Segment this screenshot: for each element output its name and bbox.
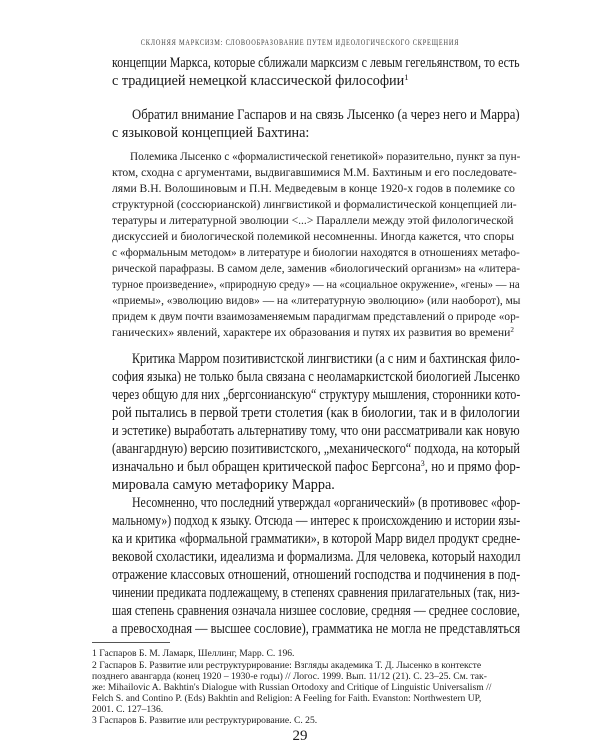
text-line: отражение классовых отношений, отношений господства и подчинения в под- xyxy=(112,567,521,583)
quote-line-content: ганических» явлений, характере их образования и путях их развития во времени xyxy=(112,326,511,339)
text-line xyxy=(112,73,409,90)
text-line: ка и критика «формальной грамматики», в которой Марр видел продукт средне- xyxy=(112,531,521,547)
text-line: и эстетике) выработать альтернативу тому, что они рассматривали как новую xyxy=(112,423,520,439)
text-line: а превосходная — высшее сословие), грамматика не могла не представляться xyxy=(112,621,521,637)
text-line: вековой схоластики, идеализма и формализма. Для человека, который находил xyxy=(112,549,521,565)
text-line: (авангардную) версию позитивистского, „механического“ подхода, на который xyxy=(112,441,520,457)
text-line-tail: , но и прямо фор- xyxy=(424,459,521,475)
quote-line: Полемика Лысенко с «формалистической генетикой» поразительно, пункт за пун- xyxy=(130,150,521,163)
text-line: через общую для них „бергсонианскую“ структуру мышления, сторонники кото- xyxy=(112,387,521,403)
text-line: с языковой концепцией Бахтина: xyxy=(112,125,310,141)
quote-line: с «формальным методом» в литературе и биологии находятся в отношениях метафо- xyxy=(112,246,520,259)
text-line: Критика Марром позитивистской лингвистики (а с ним и бахтинская фило- xyxy=(132,351,520,367)
text-line: Обратил внимание Гаспаров и на связь Лысенко (а через него и Марра) xyxy=(132,107,520,123)
text-line: шая степень сравнения означала низшее сословие, средняя — среднее сословие, xyxy=(112,603,520,619)
quote-line: придем к двум почти взаимозаменяемым парадигмам представлений о природе «ор- xyxy=(112,310,520,323)
quote-line: ктом, сходна с аргументами, выдвигавшимися М.М. Бахтиным и его последовате- xyxy=(112,166,517,179)
quote-line: лями В.Н. Волошиновым и П.Н. Медведевым в конце 1920-х годов в полемике со xyxy=(112,182,515,195)
footnote-line: 3 Гаспаров Б. Развитие или реструктурирование. С. 25. xyxy=(92,715,318,726)
footnote-ref: 1 xyxy=(404,72,409,83)
footnote-line: позднего авангарда (конец 1920 – 1930-е годы) // Логос. 1999. Вып. 11/12 (21). С. 23–25. См. так- xyxy=(92,671,487,682)
running-header: СКЛОНЯЯ МАРКСИЗМ: СЛОВООБРАЗОВАНИЕ ПУТЕМ ИДЕОЛОГИЧЕСКОГО СКРЕЩЕНИЯ xyxy=(140,37,460,47)
text-line: софия языка) не только была связана с неоламаркистской биологией Лысенко xyxy=(112,369,520,385)
text-line-content: с традицией немецкой классической философии xyxy=(112,73,405,89)
text-line: чинении предиката подлежащему, в степенях сравнения прилагательных (так, низ- xyxy=(112,585,520,601)
footnote-line: 1 Гаспаров Б. М. Ламарк, Шеллинг, Марр. С. 196. xyxy=(92,648,295,659)
page-number: 29 xyxy=(292,728,308,744)
text-line xyxy=(112,459,520,476)
footnote-ref: 2 xyxy=(510,326,514,335)
footnote-line: 2 Гаспаров Б. Развитие или реструктурирование: Взгляды академика Т. Д. Лысенко в контексте xyxy=(92,660,482,671)
text-line: Несомненно, что последний утверждал «органический» (в противовес «фор- xyxy=(132,495,521,511)
footnote-separator xyxy=(92,642,170,643)
text-line: мальному») подход к языку. Отсюда — интерес к происхождению и истории язы- xyxy=(112,513,521,529)
quote-line: структурной (соссюрианской) лингвистикой и формалистической концепцией ли- xyxy=(112,198,517,211)
text-line: рой пытались в первой трети столетия (как в биологии, так и в филологии xyxy=(112,405,520,421)
quote-line: дискуссией и биологической полемикой несомненны. Иногда кажется, что споры xyxy=(112,230,515,243)
footnote-line: Felch S. and Contino P. (Eds) Bakhtin and Religion: A Feeling for Faith. Evanston: Northwestern UP, xyxy=(92,693,482,704)
text-line: мировала самую метафорику Марра. xyxy=(112,477,335,493)
quote-line: тературы и литературной эволюции <...> Параллели между этой филологической xyxy=(112,214,514,227)
quote-line: рической парафразы. В самом деле, заменив «биологический организм» на «литера- xyxy=(112,262,521,275)
text-line-content: изначально и был обращен критической пафос Бергсона xyxy=(112,459,421,475)
text-line: концепции Маркса, которые сближали марксизм с левым гегельянством, то есть xyxy=(112,55,520,71)
footnote-ref: 3 xyxy=(420,458,425,469)
quote-line: «приемы», «эволюцию видов» — на «литературную эволюцию» (или наоборот), мы xyxy=(112,294,521,307)
quote-line xyxy=(112,326,514,339)
footnote-line: 2001. С. 127–136. xyxy=(92,704,164,715)
quote-line: турное произведение», «природную среду» — на «социальное окружение», «гены» — на xyxy=(112,278,520,291)
footnote-line: же: Mihailovic A. Bakhtin's Dialogue with Russian Ortodoxy and Critique of Linguistic Universalism // xyxy=(92,682,492,693)
